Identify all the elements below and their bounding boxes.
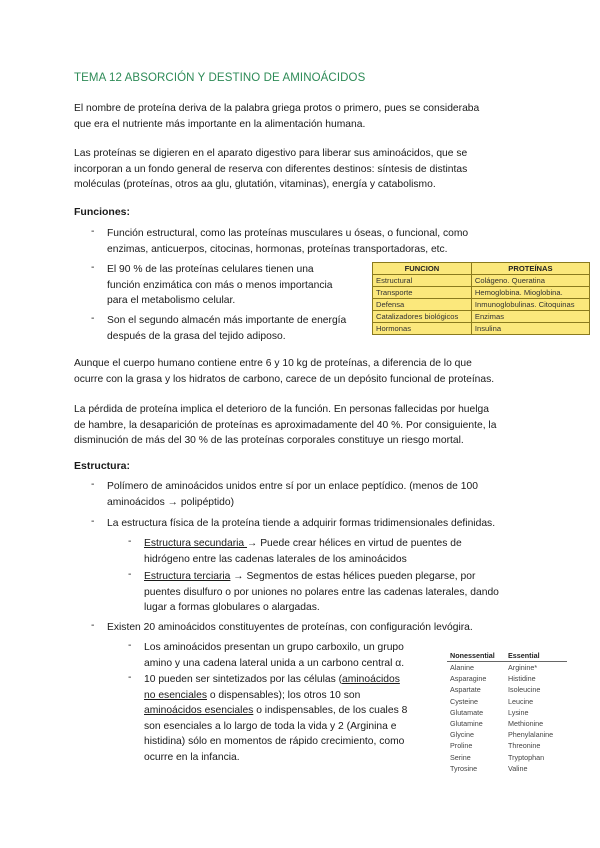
- text-line: La pérdida de proteína implica el deterioro de la función. En personas fallecidas por huelga: [74, 404, 490, 415]
- intro-paragraph-2: [74, 146, 534, 193]
- table-row: [447, 718, 567, 729]
- text-line: para el metabolismo celular.: [107, 295, 236, 306]
- text-span: 10 pueden ser sintetizados por las células (: [144, 674, 343, 685]
- text-line: lugar a formas globulares o alargadas.: [144, 602, 320, 613]
- estructura-secundaria-term: Estructura secundaria: [144, 538, 248, 549]
- table-cell: Threonine: [508, 741, 541, 751]
- underlined-term: aminoácidos: [342, 674, 400, 685]
- table-cell: Enzimas: [471, 311, 589, 323]
- bullet-dash: -: [91, 479, 95, 490]
- bullet-dash: -: [128, 569, 132, 580]
- bullet-dash: -: [128, 672, 132, 683]
- table-cell: Glutamate: [450, 707, 484, 717]
- table-cell: Glutamine: [450, 719, 483, 729]
- table-cell: Isoleucine: [508, 685, 541, 695]
- table-cell: Histidine: [508, 674, 536, 684]
- text-line: después de la grasa del tejido adiposo.: [107, 330, 286, 342]
- aminoacidos-grupos-item: [144, 640, 444, 671]
- table-cell: Transporte: [373, 287, 472, 299]
- table-cell: Serine: [450, 752, 471, 762]
- text-line: hidrógeno entre las cadenas laterales de los aminoácidos: [144, 553, 407, 565]
- table-header-row: [447, 650, 567, 662]
- text-line: Son el segundo almacén más importante de energía: [107, 315, 347, 326]
- text-line: [144, 536, 544, 552]
- table-cell: Asparagine: [450, 674, 487, 684]
- text-line: ocurre con la grasa y los hidratos de carbono, carece de un depósito funcional de proteínas.: [74, 373, 495, 385]
- table-row: [447, 740, 567, 751]
- estructura-bullet-2: La estructura física de la proteína tiende a adquirir formas tridimensionales definidas.: [107, 518, 496, 529]
- table-row: [447, 662, 567, 674]
- table-cell: Cysteine: [450, 696, 478, 706]
- paragraph-3: [74, 356, 544, 387]
- bullet-dash: -: [91, 516, 95, 527]
- text-line: Los aminoácidos presentan un grupo carboxilo, un grupo: [144, 642, 404, 653]
- table-cell: Glycine: [450, 730, 474, 740]
- text-line: Función estructural, como las proteínas musculares u óseas, o funcional, como: [107, 228, 469, 239]
- estructura-terciaria-item: [144, 569, 544, 616]
- intro-paragraph-1: [74, 101, 534, 132]
- text-line: [144, 688, 444, 704]
- table-cell: Inmunoglobulinas. Citoquinas: [471, 299, 589, 311]
- table-header-cell: Essential: [505, 650, 567, 662]
- bullet-dash: -: [91, 226, 95, 237]
- table-header-cell: PROTEÍNAS: [471, 263, 589, 275]
- table-header-row: [373, 263, 590, 275]
- text-span: o indispensables, de los cuales 8: [253, 705, 408, 716]
- aminoacidos-esenciales-item: [144, 672, 444, 765]
- text-line: aminoácidos → polipéptido): [107, 496, 235, 508]
- text-line: son esenciales a lo largo de toda la vida y 2 (Arginina e: [144, 720, 397, 732]
- text-line: que era el nutriente más importante en la alimentación humana.: [74, 118, 366, 130]
- table-cell: Tyrosine: [450, 763, 478, 773]
- text-span: → Puede crear hélices en virtud de puentes de: [247, 538, 462, 549]
- table-cell: Hemoglobina. Mioglobina.: [471, 287, 589, 299]
- table-row: [447, 752, 567, 763]
- funciones-bullet-1: [107, 226, 527, 257]
- text-line: amino y una cadena lateral unida a un carbono central α.: [144, 657, 405, 669]
- text-line: Aunque el cuerpo humano contiene entre 6 y 10 kg de proteínas, a diferencia de lo que: [74, 358, 472, 369]
- table-row: [373, 299, 590, 311]
- table-cell: Defensa: [373, 299, 472, 311]
- amino-acids-table: [447, 650, 567, 774]
- text-line: El nombre de proteína deriva de la palabra griega protos o primero, pues se consideraba: [74, 103, 480, 114]
- table-row: [373, 287, 590, 299]
- table-row: [447, 696, 567, 707]
- underlined-term: no esenciales: [144, 689, 207, 701]
- bullet-dash: -: [91, 620, 95, 631]
- text-line: El 90 % de las proteínas celulares tienen una: [107, 264, 314, 275]
- table-row: [373, 311, 590, 323]
- estructura-heading: Estructura:: [74, 460, 131, 472]
- text-line: incorporan a un fondo general de reserva con diferentes destinos: síntesis de distintas: [74, 163, 468, 175]
- table-cell: Catalizadores biológicos: [373, 311, 472, 323]
- text-line: de hambre, la desaparición de proteínas es aproximadamente del 40 %. Por consiguiente, la: [74, 419, 497, 431]
- table-row: [447, 729, 567, 740]
- table-row: [447, 684, 567, 695]
- bullet-dash: -: [91, 262, 95, 273]
- text-line: enzimas, anticuerpos, citocinas, hormonas, proteínas transportadoras, etc.: [107, 243, 448, 255]
- paragraph-4: [74, 402, 544, 449]
- funciones-heading: Funciones:: [74, 206, 131, 218]
- table-row: [373, 323, 590, 335]
- text-line: ocurre en la infancia.: [144, 751, 240, 763]
- table-row: [373, 275, 590, 287]
- table-cell: Leucine: [508, 696, 534, 706]
- funciones-bullet-2: [107, 262, 367, 309]
- text-span: → Segmentos de estas hélices pueden plegarse, por: [230, 571, 476, 582]
- estructura-bullet-1: [107, 479, 537, 510]
- table-cell: Proline: [450, 741, 473, 751]
- text-span: o dispensables); los otros 10 son: [206, 689, 361, 701]
- text-line: [144, 703, 444, 719]
- table-cell: Colágeno. Queratina: [471, 275, 589, 287]
- text-line: histidina) sólo en momentos de rápido crecimiento, como: [144, 736, 405, 747]
- bullet-dash: -: [128, 640, 132, 651]
- text-line: [144, 672, 444, 688]
- text-line: moléculas (proteínas, otros aa glu, glutatión, vitaminas), energía y catabolismo.: [74, 179, 436, 190]
- table-cell: Hormonas: [373, 323, 472, 335]
- table-row: [447, 707, 567, 718]
- table-cell: Alanine: [450, 663, 474, 672]
- table-header-cell: Nonessential: [447, 650, 505, 662]
- bullet-dash: -: [91, 313, 95, 324]
- table-cell: Lysine: [508, 707, 529, 717]
- funciones-bullet-3: [107, 313, 372, 344]
- estructura-bullet-3: Existen 20 aminoácidos constituyentes de proteínas, con configuración levógira.: [107, 622, 473, 633]
- text-line: función enzimática con más o menos importancia: [107, 279, 333, 291]
- function-proteins-table: [372, 262, 590, 335]
- text-line: disminución de más del 30 % de las proteínas corporales constituye un riesgo mortal.: [74, 435, 464, 446]
- table-cell: Insulina: [471, 323, 589, 335]
- text-line: Las proteínas se digieren en el aparato digestivo para liberar sus aminoácidos, que se: [74, 148, 468, 159]
- table-cell: Valine: [508, 763, 528, 773]
- table-row: [447, 763, 567, 774]
- bullet-dash: -: [128, 536, 132, 547]
- table-header-cell: FUNCION: [373, 263, 472, 275]
- underlined-term: aminoácidos esenciales: [144, 705, 254, 716]
- table-cell: Tryptophan: [508, 752, 545, 762]
- estructura-secundaria-item: [144, 536, 544, 567]
- table-cell: Estructural: [373, 275, 472, 287]
- text-line: [144, 569, 544, 585]
- text-line: puentes disulfuro o por uniones no polares entre las cadenas laterales, dando: [144, 586, 499, 598]
- table-cell: Arginine*: [508, 663, 538, 672]
- table-cell: Phenylalanine: [508, 730, 554, 740]
- table-cell: Aspartate: [450, 685, 481, 695]
- page-title: TEMA 12 ABSORCIÓN Y DESTINO DE AMINOÁCIDOS: [74, 72, 366, 84]
- table-cell: Methionine: [508, 719, 544, 729]
- table-row: [447, 673, 567, 684]
- estructura-terciaria-term: Estructura terciaria: [144, 571, 231, 582]
- text-line: Polímero de aminoácidos unidos entre sí por un enlace peptídico. (menos de 100: [107, 481, 478, 492]
